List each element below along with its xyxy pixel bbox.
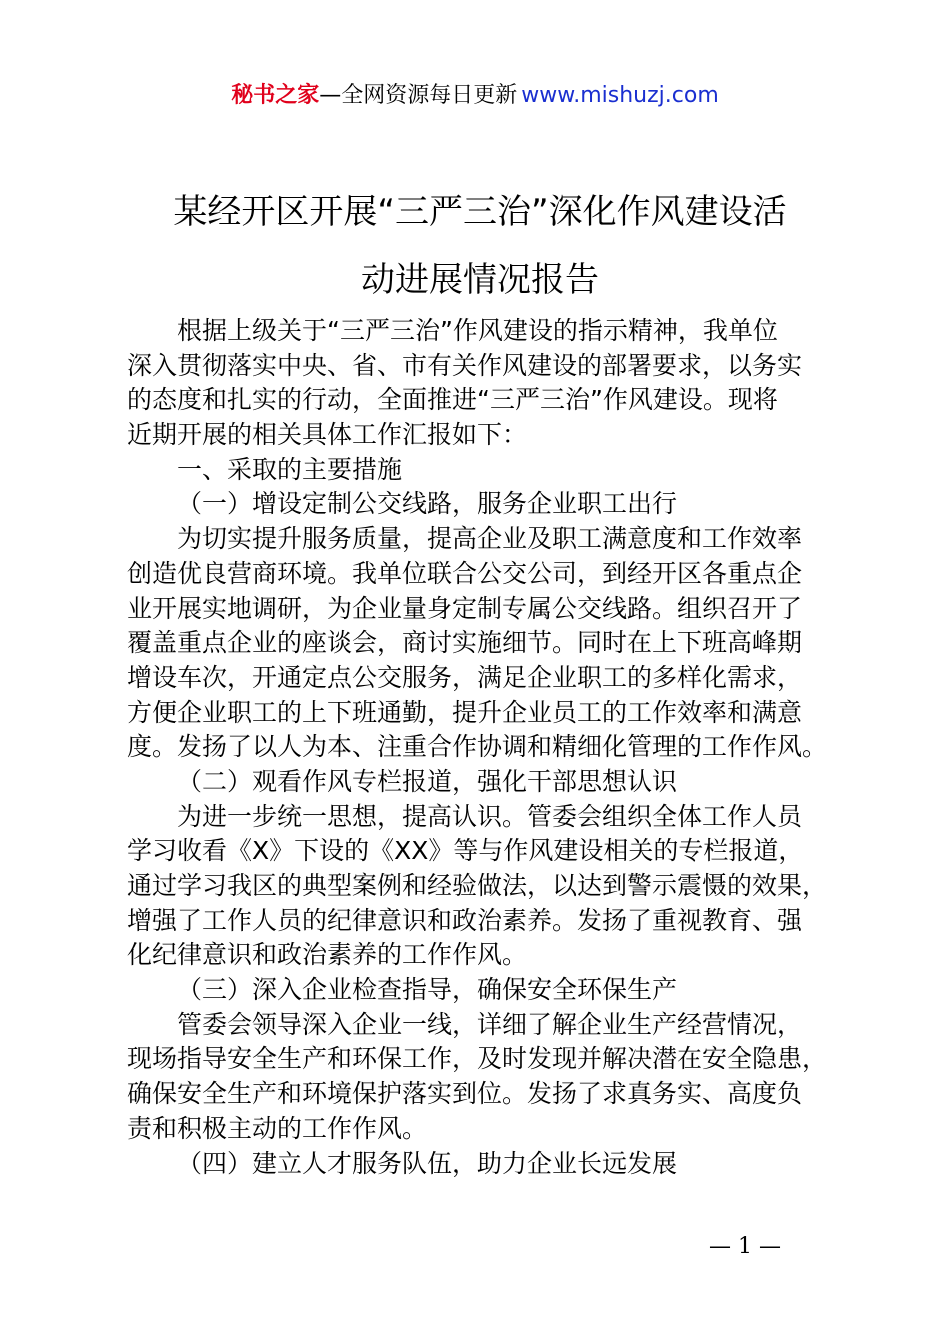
site-brand: 秘书之家: [231, 83, 320, 108]
body-text-line: 根据上级关于“三严三治”作风建设的指示精神，我单位: [177, 316, 778, 345]
body-text-line: 管委会领导深入企业一线，详细了解企业生产经营情况，: [177, 1009, 803, 1039]
body-text-line: 业开展实地调研，为企业量身定制专属公交线路。组织召开了: [127, 593, 803, 623]
body-text-line: 责和积极主动的工作作风。: [127, 1113, 428, 1143]
body-text-line: 确保安全生产和环境保护落实到位。发扬了求真务实、高度负: [127, 1079, 803, 1109]
body-text-line: 为进一步统一思想，提高认识。管委会组织全体工作人员: [177, 801, 803, 831]
body-text-line: 增设车次，开通定点公交服务，满足企业职工的多样化需求，: [127, 662, 803, 692]
page-number: — 1 —: [709, 1234, 781, 1259]
body-text-line: 化纪律意识和政治素养的工作作风。: [127, 940, 528, 970]
body-text-line: 方便企业职工的上下班通勤，提升企业员工的工作效率和满意: [127, 697, 803, 727]
body-text-line: （三）深入企业检查指导，确保安全环保生产: [177, 975, 678, 1005]
body-text-line: 一、采取的主要措施: [177, 454, 403, 484]
body-text-line: （四）建立人才服务队伍，助力企业长远发展: [177, 1148, 678, 1178]
body-text-line: 近期开展的相关具体工作汇报如下：: [127, 420, 528, 450]
document-body: [127, 314, 833, 1181]
body-text-line: 现场指导安全生产和环保工作，及时发现并解决潜在安全隐患，: [127, 1044, 828, 1074]
site-url-link[interactable]: www.mishuzj.com: [521, 83, 719, 108]
body-text-line: 通过学习我区的典型案例和经验做法，以达到警示震慑的效果，: [127, 871, 828, 900]
body-text-line: 为切实提升服务质量，提高企业及职工满意度和工作效率: [177, 524, 803, 554]
body-text-line: 创造优良营商环境。我单位联合公交公司，到经开区各重点企: [127, 558, 803, 588]
body-text-line: 增强了工作人员的纪律意识和政治素养。发扬了重视教育、强: [127, 905, 803, 935]
body-text-line: （一）增设定制公交线路，服务企业职工出行: [177, 489, 678, 519]
document-title-line-2: 动进展情况报告: [361, 260, 599, 300]
site-header: [0, 80, 950, 112]
body-text-line: 的态度和扎实的行动，全面推进“三严三治”作风建设。现将: [127, 385, 778, 415]
body-text-line: 深入贯彻落实中央、省、市有关作风建设的部署要求，以务实: [127, 350, 803, 380]
document-title-line-1: 某经开区开展“三严三治”深化作风建设活: [173, 192, 787, 232]
body-text-line: （二）观看作风专栏报道，强化干部思想认识: [177, 766, 678, 796]
body-text-line: 学习收看《X》下设的《XX》等与作风建设相关的专栏报道，: [127, 836, 804, 866]
body-text-line: 度。发扬了以人为本、注重合作协调和精细化管理的工作作风。: [127, 732, 828, 762]
body-text-line: 覆盖重点企业的座谈会，商讨实施细节。同时在上下班高峰期: [127, 628, 803, 658]
site-slogan: —全网资源每日更新: [319, 83, 518, 108]
